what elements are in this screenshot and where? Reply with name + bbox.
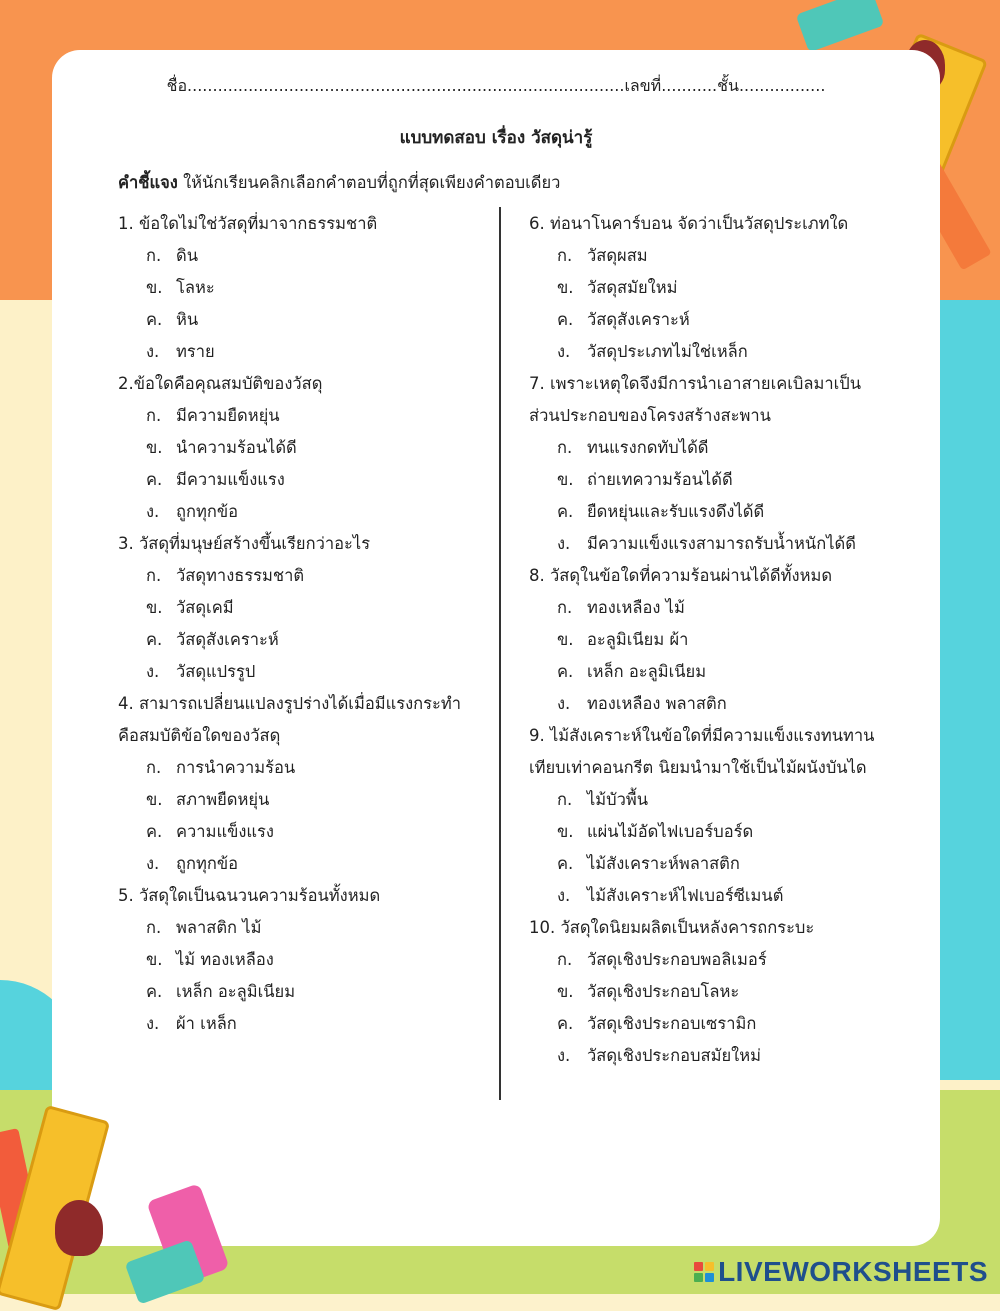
option-letter: ค. — [557, 310, 574, 329]
question-5 — [118, 880, 493, 1040]
question-7 — [529, 368, 889, 560]
question-1-text: 1. ข้อใดไม่ใช่วัสดุที่มาจากธรรมชาติ — [118, 214, 378, 233]
question-2-option-3[interactable] — [118, 464, 493, 496]
question-5-option-2[interactable] — [118, 944, 493, 976]
question-3 — [118, 528, 493, 688]
question-7-option-4[interactable] — [529, 528, 889, 560]
question-7-option-3[interactable] — [529, 496, 889, 528]
question-6-option-2[interactable] — [529, 272, 889, 304]
question-4-text: คือสมบัติข้อใดของวัสดุ — [118, 726, 281, 745]
question-10-option-1[interactable] — [529, 944, 889, 976]
question-4 — [118, 688, 493, 880]
option-letter: ค. — [557, 854, 574, 873]
option-text: วัสดุเชิงประกอบพอลิเมอร์ — [587, 950, 767, 969]
question-3-option-2[interactable] — [118, 592, 493, 624]
option-text: ไม้สังเคราะห์พลาสติก — [587, 854, 740, 873]
question-3-option-1[interactable] — [118, 560, 493, 592]
question-10-option-2[interactable] — [529, 976, 889, 1008]
option-letter: ค. — [146, 630, 163, 649]
liveworksheets-mark-icon — [694, 1262, 714, 1282]
option-text: วัสดุสังเคราะห์ — [587, 310, 690, 329]
question-2-text: 2.ข้อใดคือคุณสมบัติของวัสดุ — [118, 374, 323, 393]
option-letter: ข. — [146, 950, 163, 969]
option-letter: ข. — [146, 598, 163, 617]
option-text: ไม้ ทองเหลือง — [176, 950, 274, 969]
question-4-option-2[interactable] — [118, 784, 493, 816]
option-text: ดิน — [176, 246, 198, 265]
option-text: วัสดุสมัยใหม่ — [587, 278, 678, 297]
option-text: เหล็ก อะลูมิเนียม — [176, 982, 296, 1001]
brand-mark-square — [705, 1273, 714, 1282]
paintbrush-icon — [55, 1200, 103, 1256]
question-2 — [118, 368, 493, 528]
question-4-option-4[interactable] — [118, 848, 493, 880]
option-text: ถ่ายเทความร้อนได้ดี — [587, 470, 733, 489]
brand-mark-square — [694, 1273, 703, 1282]
option-letter: ง. — [557, 342, 571, 361]
question-2-option-2[interactable] — [118, 432, 493, 464]
question-7-text: 7. เพราะเหตุใดจึงมีการนำเอาสายเคเบิลมาเป็น — [529, 374, 862, 393]
brand-mark-square — [694, 1262, 703, 1271]
option-letter: ง. — [557, 886, 571, 905]
option-text: ทราย — [176, 342, 215, 361]
question-7-option-2[interactable] — [529, 464, 889, 496]
column-divider — [499, 207, 501, 1100]
option-letter: ค. — [557, 662, 574, 681]
option-letter: ข. — [557, 630, 574, 649]
option-text: ทองเหลือง พลาสติก — [587, 694, 727, 713]
option-text: วัสดุผสม — [587, 246, 648, 265]
option-text: วัสดุสังเคราะห์ — [176, 630, 279, 649]
option-letter: ง. — [146, 502, 160, 521]
option-text: วัสดุเคมี — [176, 598, 234, 617]
option-letter: ข. — [146, 438, 163, 457]
option-letter: ง. — [557, 694, 571, 713]
option-letter: ง. — [146, 342, 160, 361]
question-1 — [118, 208, 493, 368]
questions-left-column — [118, 208, 493, 1040]
instruction-label: คำชี้แจง — [118, 173, 178, 192]
question-10-option-3[interactable] — [529, 1008, 889, 1040]
option-letter: ก. — [146, 406, 162, 425]
instruction-text: ให้นักเรียนคลิกเลือกคำตอบที่ถูกที่สุดเพียงคำตอบเดียว — [177, 173, 561, 192]
option-letter: ข. — [557, 982, 574, 1001]
option-text: วัสดุแปรรูป — [176, 662, 256, 681]
option-letter: ค. — [146, 822, 163, 841]
option-text: การนำความร้อน — [176, 758, 296, 777]
instruction — [118, 170, 560, 196]
question-8-option-2[interactable] — [529, 624, 889, 656]
option-text: ไม้สังเคราะห์ไฟเบอร์ซีเมนต์ — [587, 886, 784, 905]
question-10-text: 10. วัสดุใดนิยมผลิตเป็นหลังคารถกระบะ — [529, 918, 815, 937]
question-5-option-3[interactable] — [118, 976, 493, 1008]
question-3-option-4[interactable] — [118, 656, 493, 688]
question-4-option-1[interactable] — [118, 752, 493, 784]
option-letter: ก. — [146, 918, 162, 937]
question-6-option-3[interactable] — [529, 304, 889, 336]
question-5-text: 5. วัสดุใดเป็นฉนวนความร้อนทั้งหมด — [118, 886, 381, 905]
option-letter: ข. — [146, 790, 163, 809]
option-text: ถูกทุกข้อ — [176, 854, 239, 873]
question-9-option-2[interactable] — [529, 816, 889, 848]
option-letter: ข. — [557, 822, 574, 841]
question-3-text: 3. วัสดุที่มนุษย์สร้างขึ้นเรียกว่าอะไร — [118, 534, 371, 553]
question-9-text: 9. ไม้สังเคราะห์ในข้อใดที่มีความแข็งแรงทนทาน — [529, 726, 875, 745]
option-text: หิน — [176, 310, 199, 329]
option-text: ถูกทุกข้อ — [176, 502, 239, 521]
option-letter: ก. — [146, 566, 162, 585]
question-2-option-1[interactable] — [118, 400, 493, 432]
question-1-option-3[interactable] — [118, 304, 493, 336]
option-text: วัสดุเชิงประกอบโลหะ — [587, 982, 740, 1001]
option-text: สภาพยืดหยุ่น — [176, 790, 270, 809]
question-5-option-1[interactable] — [118, 912, 493, 944]
option-letter: ข. — [146, 278, 163, 297]
question-4-option-3[interactable] — [118, 816, 493, 848]
question-9-text: เทียบเท่าคอนกรีต นิยมนำมาใช้เป็นไม้ผนังบันได — [529, 758, 867, 777]
option-text: ยืดหยุ่นและรับแรงดึงได้ดี — [587, 502, 765, 521]
question-8-option-3[interactable] — [529, 656, 889, 688]
option-text: มีความยืดหยุ่น — [176, 406, 280, 425]
option-letter: ก. — [557, 246, 573, 265]
option-text: ไม้บัวพื้น — [587, 790, 649, 809]
option-text: วัสดุประเภทไม่ใช่เหล็ก — [587, 342, 748, 361]
option-text: โลหะ — [176, 278, 215, 297]
question-7-text: ส่วนประกอบของโครงสร้างสะพาน — [529, 406, 771, 425]
question-6-option-4[interactable] — [529, 336, 889, 368]
question-2-option-4[interactable] — [118, 496, 493, 528]
option-text: ทองเหลือง ไม้ — [587, 598, 685, 617]
question-4-text: 4. สามารถเปลี่ยนแปลงรูปร่างได้เมื่อมีแรงกระทำ — [118, 694, 462, 713]
option-letter: ก. — [557, 598, 573, 617]
option-text: อะลูมิเนียม ผ้า — [587, 630, 689, 649]
question-1-option-4[interactable] — [118, 336, 493, 368]
question-9-option-4[interactable] — [529, 880, 889, 912]
option-letter: ง. — [557, 534, 571, 553]
brand-mark-square — [705, 1262, 714, 1271]
question-1-option-2[interactable] — [118, 272, 493, 304]
question-6 — [529, 208, 889, 368]
question-8-text: 8. วัสดุในข้อใดที่ความร้อนผ่านได้ดีทั้งหมด — [529, 566, 833, 585]
option-text: วัสดุเชิงประกอบสมัยใหม่ — [587, 1046, 761, 1065]
question-9-option-1[interactable] — [529, 784, 889, 816]
liveworksheets-logo[interactable] — [694, 1256, 988, 1288]
option-letter: ค. — [146, 310, 163, 329]
option-text: พลาสติก ไม้ — [176, 918, 262, 937]
option-letter: ก. — [557, 438, 573, 457]
option-letter: ก. — [557, 950, 573, 969]
option-letter: ค. — [557, 1014, 574, 1033]
student-info-line: ชื่อ......................................................................................เลขที่...........ชั้น................. — [166, 76, 826, 95]
option-letter: ก. — [146, 758, 162, 777]
question-6-text: 6. ท่อนาโนคาร์บอน จัดว่าเป็นวัสดุประเภทใด — [529, 214, 849, 233]
option-text: มีความแข็งแรงสามารถรับน้ำหนักได้ดี — [587, 534, 856, 553]
option-letter: ง. — [146, 1014, 160, 1033]
option-letter: ก. — [146, 246, 162, 265]
option-letter: ง. — [557, 1046, 571, 1065]
question-8-option-1[interactable] — [529, 592, 889, 624]
option-text: แผ่นไม้อัดไฟเบอร์บอร์ด — [587, 822, 754, 841]
option-text: มีความแข็งแรง — [176, 470, 285, 489]
question-3-option-3[interactable] — [118, 624, 493, 656]
question-7-option-1[interactable] — [529, 432, 889, 464]
question-8 — [529, 560, 889, 720]
questions-right-column — [529, 208, 889, 1072]
question-9 — [529, 720, 889, 912]
option-text: ทนแรงกดทับได้ดี — [587, 438, 709, 457]
question-10 — [529, 912, 889, 1072]
question-8-option-4[interactable] — [529, 688, 889, 720]
option-letter: ง. — [146, 662, 160, 681]
question-6-option-1[interactable] — [529, 240, 889, 272]
option-letter: ข. — [557, 278, 574, 297]
option-letter: ง. — [146, 854, 160, 873]
question-1-option-1[interactable] — [118, 240, 493, 272]
question-5-option-4[interactable] — [118, 1008, 493, 1040]
question-10-option-4[interactable] — [529, 1040, 889, 1072]
option-text: วัสดุทางธรรมชาติ — [176, 566, 305, 585]
worksheet-title: แบบทดสอบ เรื่อง วัสดุน่ารู้ — [399, 128, 593, 148]
brand-text: LIVEWORKSHEETS — [718, 1256, 988, 1287]
option-text: ความแข็งแรง — [176, 822, 274, 841]
question-9-option-3[interactable] — [529, 848, 889, 880]
option-letter: ข. — [557, 470, 574, 489]
option-letter: ค. — [146, 982, 163, 1001]
option-letter: ค. — [146, 470, 163, 489]
option-text: เหล็ก อะลูมิเนียม — [587, 662, 707, 681]
option-text: ผ้า เหล็ก — [176, 1014, 237, 1033]
option-letter: ค. — [557, 502, 574, 521]
option-text: นำความร้อนได้ดี — [176, 438, 297, 457]
option-letter: ก. — [557, 790, 573, 809]
option-text: วัสดุเชิงประกอบเซรามิก — [587, 1014, 757, 1033]
